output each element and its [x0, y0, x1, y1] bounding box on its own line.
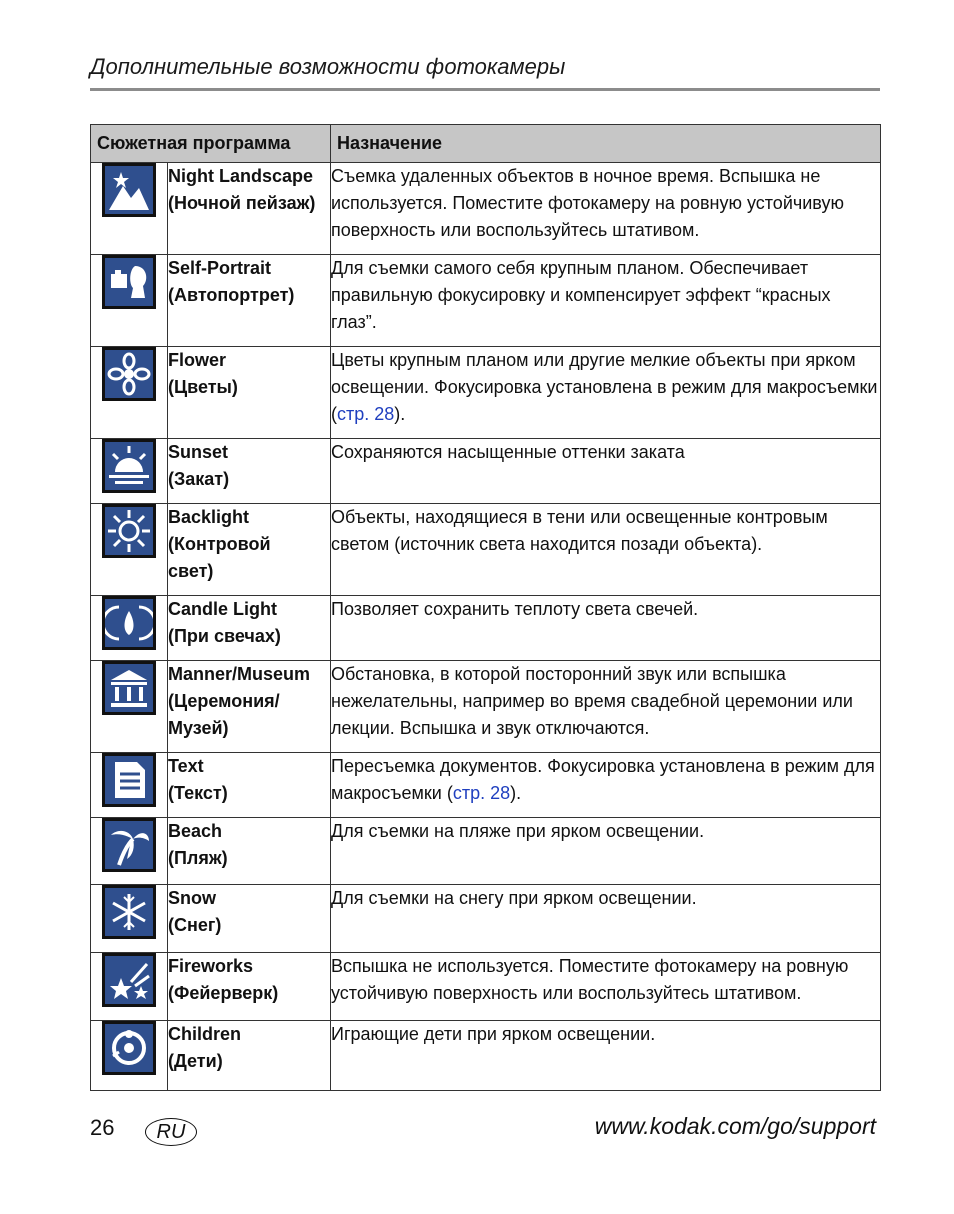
mode-name-ru: (При свечах): [168, 626, 281, 646]
sunset-icon: [102, 439, 156, 493]
beach-icon: [102, 818, 156, 872]
manner-museum-icon: [102, 661, 156, 715]
mode-name-en: Backlight: [168, 507, 250, 527]
mode-description: Обстановка, в которой посторонний звук или вспышка нежелательны, например во время свадебной церемонии или лекции. Вспышка и звук отключаются.: [331, 661, 881, 753]
mode-name-en: Beach: [168, 821, 223, 841]
table-row: [91, 953, 881, 1021]
table-row: [91, 504, 881, 596]
page-header-title: Дополнительные возможности фотокамеры: [90, 54, 566, 79]
mode-description: Для съемки самого себя крупным планом. Обеспечивает правильную фокусировку и компенсирует эффект “красных глаз”.: [331, 255, 881, 347]
self-portrait-icon: [102, 255, 156, 309]
table-row: [91, 661, 881, 753]
table-row: [91, 818, 881, 885]
mode-description: Вспышка не используется. Поместите фотокамеру на ровную устойчивую поверхность или воспользуйтесь штативом.: [331, 953, 881, 1021]
scene-modes-table: [90, 124, 881, 1091]
mode-description: Для съемки на пляже при ярком освещении.: [331, 818, 881, 885]
mode-name-ru: (Фейерверк): [168, 983, 279, 1003]
mode-description: Играющие дети при ярком освещении.: [331, 1021, 881, 1091]
mode-name-en: Flower: [168, 350, 227, 370]
mode-name-en: Snow: [168, 888, 216, 908]
mode-name-ru: (Контровой: [168, 534, 271, 554]
support-url-link[interactable]: www.kodak.com/go/support: [594, 1113, 876, 1139]
mode-description: Пересъемка документов. Фокусировка установлена в режим для макросъемки (стр. 28).: [331, 753, 881, 818]
mode-name-ru: (Пляж): [168, 848, 228, 868]
table-row: [91, 753, 881, 818]
mode-name-en: Night Landscape: [168, 166, 314, 186]
page-reference-link[interactable]: стр. 28: [452, 783, 511, 803]
mode-name-ru: (Ночной пейзаж): [168, 193, 316, 213]
flower-icon: [102, 347, 156, 401]
candle-light-icon: [102, 596, 156, 650]
mode-description: Для съемки на снегу при ярком освещении.: [331, 885, 881, 953]
mode-name-ru: (Автопортрет): [168, 285, 295, 305]
mode-description: Цветы крупным планом или другие мелкие объекты при ярком освещении. Фокусировка установлена в режим для макросъемки (стр. 28).: [331, 347, 881, 439]
table-row: [91, 439, 881, 504]
column-header-program: Сюжетная программа: [91, 125, 331, 163]
text-document-icon: [102, 753, 156, 807]
mode-name-en: Self-Portrait: [168, 258, 272, 278]
table-row: [91, 255, 881, 347]
fireworks-icon: [102, 953, 156, 1007]
backlight-icon: [102, 504, 156, 558]
mode-name-ru: (Текст): [168, 783, 228, 803]
children-icon: [102, 1021, 156, 1075]
mode-name-en: Children: [168, 1024, 242, 1044]
table-row: [91, 347, 881, 439]
mode-name-en: Text: [168, 756, 204, 776]
table-row: [91, 885, 881, 953]
table-header-row: [91, 125, 881, 163]
page-number: 26: [90, 1115, 115, 1140]
table-row: [91, 596, 881, 661]
mode-name-en: Candle Light: [168, 599, 277, 619]
mode-name-ru: (Цветы): [168, 377, 238, 397]
table-row: [91, 163, 881, 255]
mode-name-en: Manner/Museum: [168, 664, 311, 684]
mode-description: Объекты, находящиеся в тени или освещенные контровым светом (источник света находится позади объекта).: [331, 504, 881, 596]
snow-icon: [102, 885, 156, 939]
mode-name-ru-continued: Музей): [168, 718, 229, 738]
header-divider: [90, 88, 880, 91]
mode-description: Сохраняются насыщенные оттенки заката: [331, 439, 881, 504]
mode-name-ru-continued: свет): [168, 561, 214, 581]
mode-name-ru: (Церемония/: [168, 691, 280, 711]
night-landscape-icon: [102, 163, 156, 217]
mode-description: Позволяет сохранить теплоту света свечей.: [331, 596, 881, 661]
mode-name-en: Fireworks: [168, 956, 254, 976]
table-row: [91, 1021, 881, 1091]
mode-name-ru: (Дети): [168, 1051, 223, 1071]
mode-name-en: Sunset: [168, 442, 229, 462]
page-reference-link[interactable]: стр. 28: [337, 404, 395, 424]
mode-name-ru: (Закат): [168, 469, 230, 489]
column-header-purpose: Назначение: [331, 125, 881, 163]
language-badge: RU: [145, 1118, 197, 1146]
mode-name-ru: (Снег): [168, 915, 222, 935]
mode-description: Съемка удаленных объектов в ночное время. Вспышка не используется. Поместите фотокамеру на ровную устойчивую поверхность или воспользуйтесь штативом.: [331, 163, 881, 255]
